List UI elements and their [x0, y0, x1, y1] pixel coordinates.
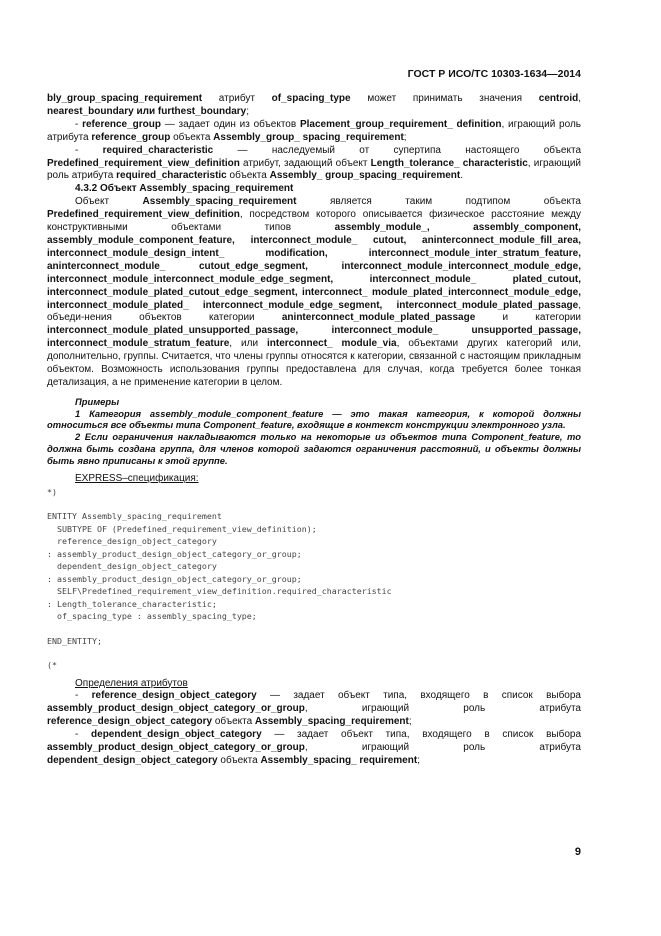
attribute-definitions-label: Определения атрибутов — [75, 677, 188, 689]
text: — задает объект типа, входящего в список выбора — [261, 729, 582, 741]
term: nearest_boundary или furthest_boundary — [47, 105, 247, 117]
paragraph-spacing-type — [47, 93, 581, 119]
term: Assembly_spacing_ requirement — [260, 754, 418, 766]
express-code-block — [47, 510, 581, 623]
term: Length_tolerance_ characteristic — [370, 157, 528, 169]
text: может принимать значения — [350, 93, 539, 104]
text: и категории — [475, 312, 581, 324]
paragraph-reference-group — [47, 119, 581, 145]
term: bly_group_spacing_requirement — [47, 93, 203, 104]
text: является таким подтипом объекта — [296, 196, 581, 208]
attribute-reference-design-object-category — [47, 690, 581, 729]
text: . — [460, 170, 463, 182]
term: required_characteristic — [116, 170, 227, 182]
text: ; — [408, 716, 412, 728]
term: Predefined_requirement_view_definition — [47, 157, 240, 169]
text: - — [75, 144, 103, 156]
term: dependent_design_object_category — [91, 729, 262, 741]
code-line: dependent_design_object_category — [47, 561, 217, 572]
term: Assembly_spacing_requirement — [142, 196, 297, 208]
standard-header: ГОСТ Р ИСО/ТС 10303-1634—2014 — [407, 68, 581, 80]
section-heading: 4.3.2 Объект Assembly_spacing_requirement — [75, 183, 294, 195]
code-line: : assembly_product_design_object_category_or_group; — [47, 548, 302, 559]
code-line: ENTITY Assembly_spacing_requirement — [47, 511, 222, 522]
text: ; — [403, 131, 407, 143]
code-line: reference_design_object_category — [47, 536, 217, 547]
term: interconnect_ module_via — [267, 338, 397, 350]
term: reference_group — [91, 131, 171, 143]
term: aninterconnect_module_plated_passage — [281, 312, 476, 324]
term: dependent_design_object_category — [47, 754, 218, 766]
examples-block — [47, 396, 581, 467]
term: reference_design_object_category — [91, 690, 257, 702]
text: - — [75, 118, 83, 130]
term: assembly_product_design_object_category_or_group — [47, 742, 305, 754]
example-1: 1 Категория assembly_module_component_feature — это такая категория, к которой должны относиться все объекты типа Component_feature, входящие в контекст конструкции электронного узла. — [47, 407, 581, 431]
text: объекта — [212, 716, 255, 728]
express-end-entity: END_ENTITY; — [47, 635, 102, 646]
express-open: *) — [47, 486, 57, 497]
text: , играющий роль атрибута — [304, 742, 581, 754]
text: объекта — [170, 131, 214, 143]
express-close: (* — [47, 660, 57, 671]
term: Placement_group_requirement_ definition — [299, 118, 502, 130]
example-2: 2 Если ограничения накладываются только на некоторые из объектов типа Component_feature, то должна быть создана группа, для членов которой задаются ограничения расстояний, и объекты должны быть явно приписаны к этой группе. — [47, 431, 581, 466]
text: , объеди-нения объектов категории — [47, 299, 581, 324]
term: interconnect_module_plated_unsupported_passage, interconnect_module_ unsupported_passage, interconnect_module_stratum_feature — [47, 325, 581, 350]
paragraph-entity-description — [47, 196, 581, 390]
text: атрибут, задающий объект — [239, 157, 371, 169]
code-line: of_spacing_type : assembly_spacing_type; — [47, 611, 257, 622]
code-line: : assembly_product_design_object_category_or_group; — [47, 573, 302, 584]
text: , играющий роль атрибута — [304, 703, 581, 715]
text: , играющий роль атрибута — [47, 157, 582, 182]
text: - — [75, 729, 92, 741]
term: Assembly_ group_spacing_requirement — [269, 170, 461, 182]
text: ; — [246, 105, 250, 117]
text: Объект — [75, 196, 143, 208]
term: reference_group — [82, 118, 162, 130]
code-line: SUBTYPE OF (Predefined_requirement_view_definition); — [47, 523, 317, 534]
text: объекта — [217, 754, 261, 766]
attribute-dependent-design-object-category — [47, 729, 581, 768]
text: , — [578, 93, 581, 104]
term: centroid — [538, 93, 579, 104]
text: — задает один из объектов — [161, 118, 300, 130]
text: — наследуемый от супертипа настоящего объекта — [213, 144, 582, 156]
code-line: SELF\Predefined_requirement_view_definition.required_characteristic — [47, 586, 392, 597]
express-spec-label: EXPRESS–спецификация: — [75, 472, 199, 484]
term: Assembly_group_ spacing_requirement — [213, 131, 404, 143]
term: of_spacing_type — [271, 93, 351, 104]
text: - — [75, 690, 92, 702]
term: Predefined_requirement_view_definition — [47, 209, 240, 221]
text: атрибут — [202, 93, 272, 104]
term: required_characteristic — [102, 144, 214, 156]
page-number: 9 — [574, 846, 581, 858]
text: , посредством которого описывается физическое расстояние между конструктивными объектами типов — [47, 209, 581, 234]
text: объекта — [226, 170, 270, 182]
text: , или — [229, 338, 268, 350]
term: assembly_product_design_object_category_or_group — [47, 703, 305, 715]
code-line: : Length_tolerance_characteristic; — [47, 598, 217, 609]
paragraph-required-characteristic — [47, 145, 581, 184]
term: assembly_module_, assembly_component, assembly_module_component_feature, interconnect_module_ cutout, aninterconnect_module_fill_area, interconnect_module_design_intent_ modification, interconnect_module_inter_stratum_feature, aninterconnect_module_ cutout_edge_segment, interconnect_module_interconnect_module_edge, interconnect_module_interconnect_module_edge_segment, interconnect_module_ plated_cutout, interconnect_module_plated_cutout_edge_segment, interconnect_ module_plated_interconnect_module_edge, interconnect_module_plated_ interconnect_module_edge_segment, interconnect_module_plated_passage — [47, 222, 581, 311]
term: reference_design_object_category — [47, 716, 213, 728]
examples-title: Примеры — [75, 395, 120, 407]
text: — задает объект типа, входящего в список выбора — [256, 690, 581, 702]
term: Assembly_spacing_requirement — [254, 716, 409, 728]
text: , объектами других категорий или, дополнительно, группы. Считается, что члены группы относятся к категории, связанной с настоящим прикладным объектом. Возможность использования группы предоставлена для случая, когда требуется более тонкая детализация, а не применение категории в целом. — [47, 338, 581, 388]
page-content — [47, 93, 581, 768]
text: , играющий роль атрибута — [47, 118, 582, 143]
text: ; — [417, 754, 420, 766]
